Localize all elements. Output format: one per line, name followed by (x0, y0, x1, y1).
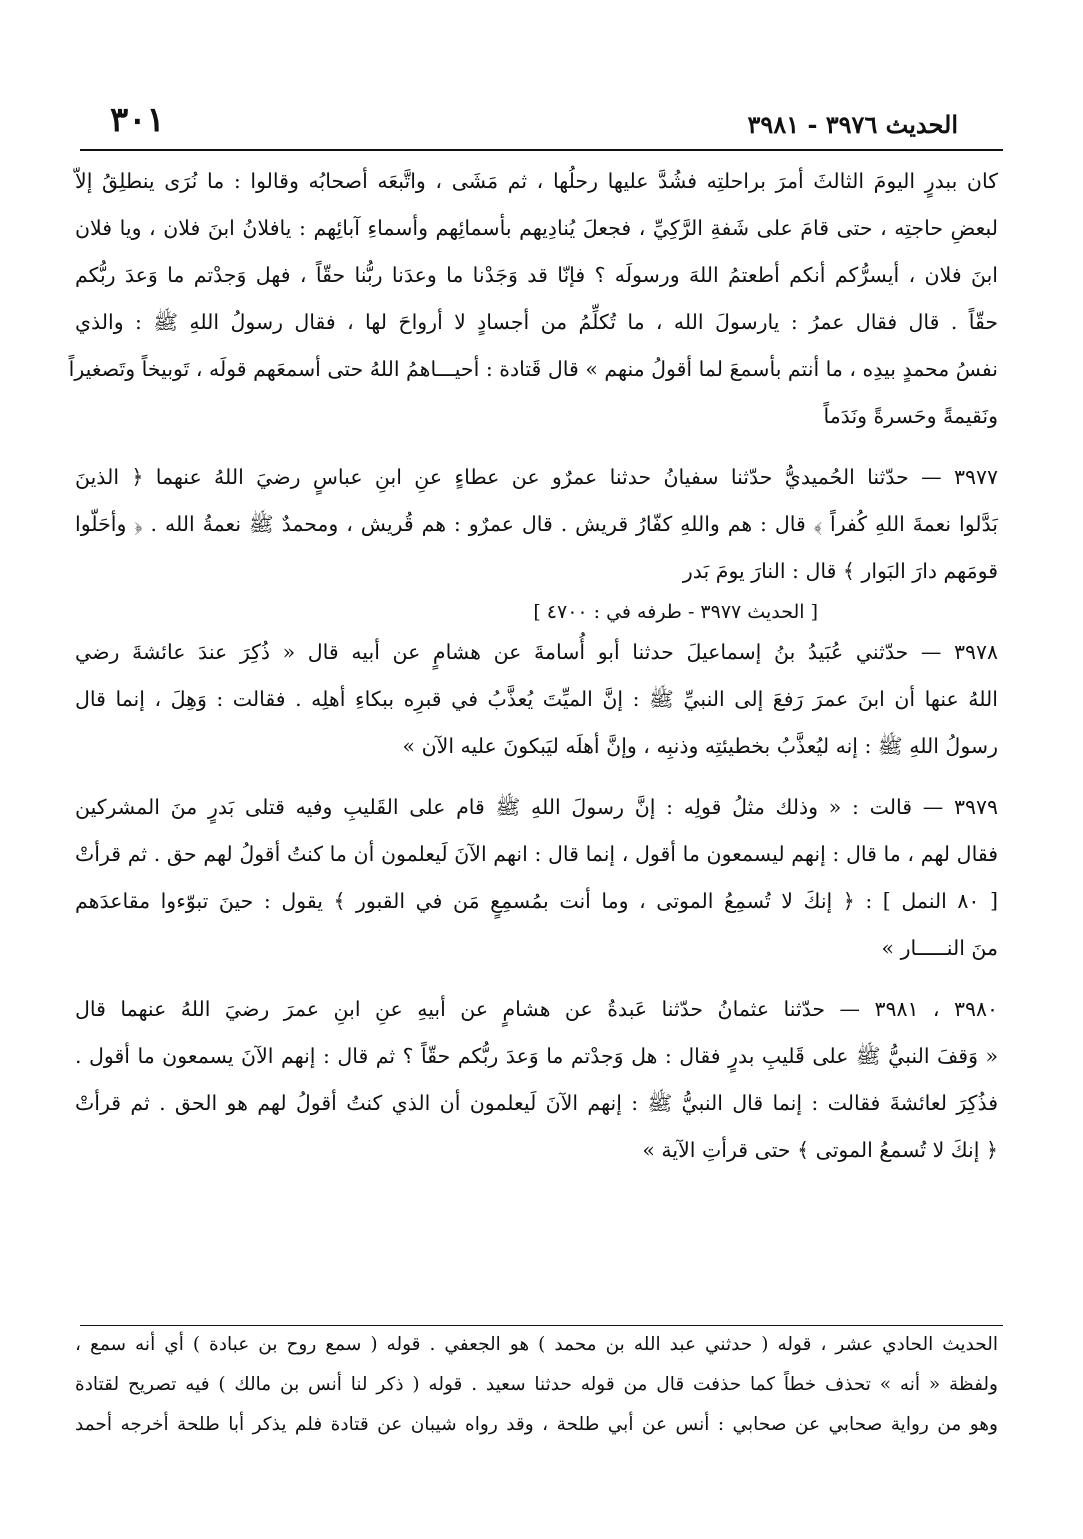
text-line: حقّاً . قال فقال عمرُ : يارسولَ الله ، ما تُكلِّمُ من أجسادٍ لا أرواحَ لها ، فقال رسولُ اللهِ ﷺ : والذي (75, 310, 998, 334)
text-line: اللهُ عنها أن ابنَ عمرَ رَفعَ إلى النبيِّ ﷺ : إنَّ الميِّتَ يُعذَّبُ في قبرِه ببكاءِ أهلِه . فقالت : وَهِلَ ، إنما قال (75, 687, 998, 711)
commentary-line: الحديث الحادي عشر ، قوله ( حدثني عبد الله بن محمد ) هو الجعفي . قوله ( سمع روح بن عبادة ) أي أنه سمع ، (75, 1334, 998, 1355)
text-line: فقال لهم ، ما قال : إنهم ليسمعون ما أقول ، إنما قال : انهم الآنَ لَيعلمون أن ما كنتُ أقولُ لهم حق . ثم قرأتْ (75, 842, 998, 866)
text-line: كان ببدرٍ اليومَ الثالثَ أمرَ براحلتِه فشُدَّ عليها رحلُها ، ثم مَشَى ، واتَّبعَه أصحابُه وقالوا : ما نُرَى ينطلِقُ إلاّ (75, 169, 998, 193)
text-line: ﴿ إنكَ لا تُسمعُ الموتى ﴾ حتى قرأتِ الآية » (642, 1138, 998, 1162)
hadith-3977 (75, 454, 998, 629)
text-line: ابنَ فلان ، أيسرُّكم أنكم أطعتمُ اللهَ ورسولَه ؟ فإنّا قد وَجَدْنا ما وعدَنا ربُّنا حقّاً ، فهل وَجدْتم ما وَعدَ ربُّكم (75, 263, 998, 287)
text-line: ٣٩٧٧ — حدّثنا الحُميديُّ حدّثنا سفيانُ حدثنا عمرٌو عن عطاءٍ عنِ ابنِ عباسٍ رضيَ اللهُ عنهما ﴿ الذينَ (75, 465, 998, 489)
paragraph-3976-continuation (68, 158, 998, 440)
text-line: ٣٩٨٠ ، ٣٩٨١ — حدّثنا عثمانُ حدّثنا عَبدةُ عن هشامٍ عن أبيهِ عنِ ابنِ عمرَ رضيَ اللهُ عنهما قال (75, 997, 998, 1021)
text-line: قومَهم دارَ البَوار ﴾ قال : النارَ يومَ بَدر (682, 559, 998, 583)
text-line: لبعضِ حاجتِه ، حتى قامَ على شَفةِ الرَّكِيِّ ، فجعلَ يُنادِيهم بأسمائِهم وأسماءِ آبائِهم : يافلانُ ابنَ فلان ، ويا فلان (75, 216, 998, 240)
text-line: ونَقيمةً وحَسرةً ونَدَماً (823, 404, 998, 428)
main-text (68, 158, 999, 1174)
hadith-3978 (75, 629, 998, 770)
commentary-line: ولفظة « أنه » تحذف خطاً كما حذفت قال من قوله حدثنا سعيد . قوله ( ذكر لنا أنس بن مالك ) فيه تصريح لقتادة (75, 1374, 998, 1395)
text-line: « وَقفَ النبيُّ ﷺ على قَليبِ بدرٍ فقال : هل وَجدْتم ما وَعدَ ربُّكم حقّاً ؟ ثم قال : إنهم الآنَ يسمعون ما أقول . (75, 1044, 998, 1068)
commentary-text (75, 1325, 998, 1445)
text-line: [ ٨٠ النمل ] : ﴿ إنكَ لا تُسمِعُ الموتى ، وما أنت بمُسمِعٍ مَن في القبور ﴾ يقول : حينَ تبوّءوا مقاعدَهم (75, 889, 999, 913)
text-line: منَ النـــــار » (881, 936, 998, 960)
header-rule (80, 149, 1003, 151)
hadith-3979 (75, 784, 998, 972)
text-line: ٣٩٧٨ — حدّثني عُبَيدُ بنُ إسماعيلَ حدثنا أبو أُسامةَ عن هشامٍ عن أبيه قال « ذُكِرَ عندَ عائشةَ رضي (75, 640, 998, 664)
cross-reference: [ الحديث ٣٩٧٧ - طرفه في : ٤٧٠٠ ] (533, 601, 818, 623)
text-line: بَدَّلوا نعمةَ اللهِ كُفراً ﴾ قال : هم واللهِ كفّارُ قريش . قال عمرٌو : هم قُريش ، ومحمدٌ ﷺ نعمةُ الله . ﴿ وأحَلّوا (75, 512, 998, 536)
text-line: نفسُ محمدٍ بيدِه ، ما أنتم بأسمعَ لما أقولُ منهم » قال قَتادة : أحيـــاهمُ اللهُ حتى أسمعَهم قولَه ، تَوبيخاً وتَصغيراً (68, 357, 998, 381)
text-line: فذُكِرَ لعائشةَ فقالت : إنما قال النبيُّ ﷺ : إنهم الآنَ لَيعلمون أن الذي كنتُ أقولُ لهم هو الحق . ثم قرأتْ (75, 1091, 998, 1115)
text-line: ٣٩٧٩ — قالت : « وذلك مثلُ قولِه : إنَّ رسولَ اللهِ ﷺ قام على القَليبِ وفيه قتلى بَدرٍ منَ المشركين (75, 795, 998, 819)
text-line: رسولُ اللهِ ﷺ : إنه ليُعذَّبُ بخطيئتِه وذنبِه ، وإنَّ أهلَه ليَبكونَ عليه الآن » (402, 734, 998, 758)
page-number: ٣٠١ (110, 100, 165, 140)
hadith-3980-3981 (75, 986, 998, 1174)
commentary-line: وهو من رواية صحابي عن صحابي : أنس عن أبي طلحة ، وقد رواه شيبان عن قتادة فلم يذكر أبا طلحة أخرجه أحمد (75, 1414, 998, 1435)
hadith-range: الحديث ٣٩٧٦ - ٣٩٨١ (747, 110, 958, 139)
page-header (110, 100, 958, 144)
